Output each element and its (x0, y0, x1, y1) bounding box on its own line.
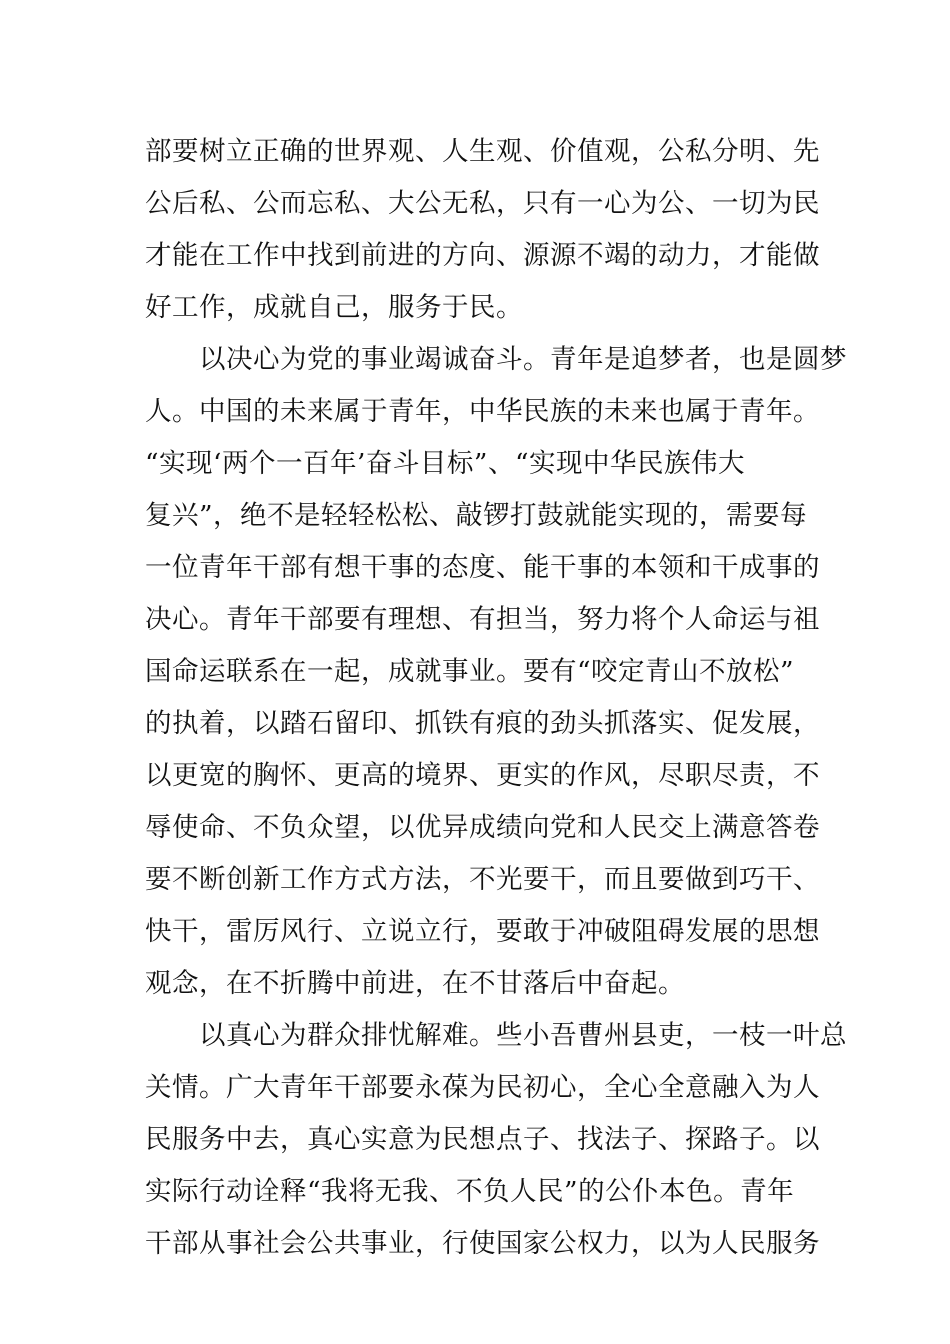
text-line: 的执着，以踏石留印、抓铁有痕的劲头抓落实、促发展， (145, 708, 820, 739)
text-line: 观念，在不折腾中前进，在不甘落后中奋起。 (145, 968, 685, 999)
text-line: 才能在工作中找到前进的方向、源源不竭的动力，才能做 (145, 240, 820, 271)
text-line: 实际行动诠释“我将无我、不负人民”的公仆本色。青年 (145, 1176, 795, 1207)
text-line: 好工作，成就自己，服务于民。 (145, 292, 523, 323)
document-body (145, 126, 847, 1270)
paragraph-start-line: 以真心为群众排忧解难。些小吾曹州县吏，一枝一叶总 (199, 1020, 847, 1051)
text-line: 辱使命、不负众望，以优异成绩向党和人民交上满意答卷 (145, 812, 820, 843)
text-line: “实现‘两个一百年’奋斗目标”、“实现中华民族伟大 (145, 448, 745, 479)
text-line: 要不断创新工作方式方法，不光要干，而且要做到巧干、 (145, 864, 820, 895)
text-line: 以更宽的胸怀、更高的境界、更实的作风，尽职尽责，不 (145, 760, 820, 791)
text-line: 国命运联系在一起，成就事业。要有“咬定青山不放松” (145, 656, 795, 687)
text-line: 民服务中去，真心实意为民想点子、找法子、探路子。以 (145, 1124, 820, 1155)
text-line: 人。中国的未来属于青年，中华民族的未来也属于青年。 (145, 396, 820, 427)
text-line: 部要树立正确的世界观、人生观、价值观，公私分明、先 (145, 136, 820, 167)
text-line: 关情。广大青年干部要永葆为民初心，全心全意融入为人 (145, 1072, 820, 1103)
paragraph-start-line: 以决心为党的事业竭诚奋斗。青年是追梦者，也是圆梦 (199, 344, 847, 375)
text-line: 决心。青年干部要有理想、有担当，努力将个人命运与祖 (145, 604, 820, 635)
text-line: 复兴”，绝不是轻轻松松、敲锣打鼓就能实现的，需要每 (145, 500, 808, 531)
text-line: 干部从事社会公共事业，行使国家公权力，以为人民服务 (145, 1228, 820, 1259)
text-line: 一位青年干部有想干事的态度、能干事的本领和干成事的 (145, 552, 820, 583)
text-line: 快干，雷厉风行、立说立行，要敢于冲破阻碍发展的思想 (145, 916, 820, 947)
text-line: 公后私、公而忘私、大公无私，只有一心为公、一切为民 (145, 188, 820, 219)
